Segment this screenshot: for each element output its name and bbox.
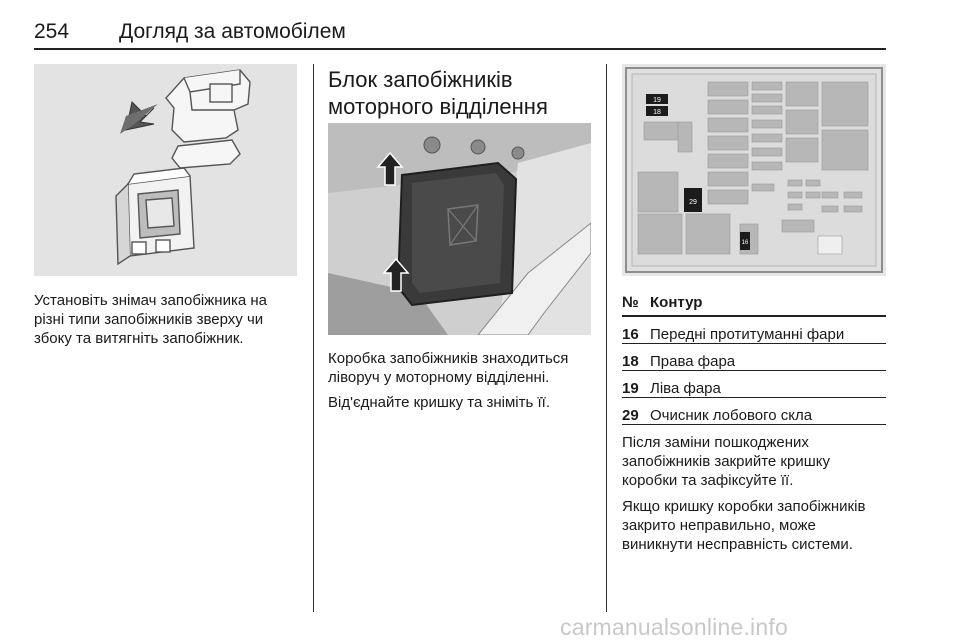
svg-text:16: 16 <box>741 240 749 246</box>
insert-arrow-icon <box>120 102 158 134</box>
table-row <box>622 316 886 344</box>
fuse-circuit: Права фара <box>650 344 886 371</box>
fuse-circuit: Передні протитуманні фари <box>650 316 886 344</box>
fuse-puller-instruction: Установіть знімач запобіжника на різні типи запобіжників зверху чи збоку та витягніть запобіжник. <box>34 292 267 347</box>
close-cover-text: Після заміни пошкоджених запобіжників закрийте кришку коробки та зафіксуйте її. <box>622 434 830 489</box>
fuse-number: 18 <box>622 344 650 371</box>
svg-text:19: 19 <box>653 97 661 104</box>
fuse-number: 19 <box>622 371 650 398</box>
remove-cover-text: Від'єднайте кришку та зніміть її. <box>328 394 550 411</box>
page-header <box>34 20 886 50</box>
fusebox-diagram <box>622 64 886 276</box>
fuse-number: 29 <box>622 398 650 425</box>
header-rule <box>34 48 886 50</box>
col-number-header: № <box>622 292 650 316</box>
running-title: Догляд за автомобілем <box>119 20 346 43</box>
fuse-29 <box>684 188 702 212</box>
fuse-circuit: Очисник лобового скла <box>650 398 886 425</box>
fuse-number: 16 <box>622 316 650 344</box>
fuse-circuit: Ліва фара <box>650 371 886 398</box>
fusebox-location-text: Коробка запобіжників знаходиться ліворуч у моторному відділенні. <box>328 350 569 386</box>
engine-compartment-photo <box>328 123 591 335</box>
fuse-table <box>622 292 886 425</box>
watermark: carmanualsonline.info <box>560 614 788 640</box>
fuse-19 <box>646 94 668 104</box>
table-row <box>622 398 886 425</box>
fuse-table-header <box>622 292 886 316</box>
svg-text:29: 29 <box>689 199 697 206</box>
fuse-16 <box>740 232 750 250</box>
table-row <box>622 344 886 371</box>
fuse-puller-illustration <box>34 64 297 276</box>
fuse-18 <box>646 106 668 116</box>
col-circuit-header: Контур <box>650 292 886 316</box>
table-row <box>622 371 886 398</box>
column-divider-left <box>313 64 314 612</box>
section-heading: Блок запобіжників моторного відділення <box>328 67 548 119</box>
warning-text: Якщо кришку коробки запобіжників закрито неправильно, може виникнути несправність системи. <box>622 498 866 553</box>
column-divider-right <box>606 64 607 612</box>
page-number: 254 <box>34 20 70 43</box>
svg-text:18: 18 <box>653 109 661 116</box>
